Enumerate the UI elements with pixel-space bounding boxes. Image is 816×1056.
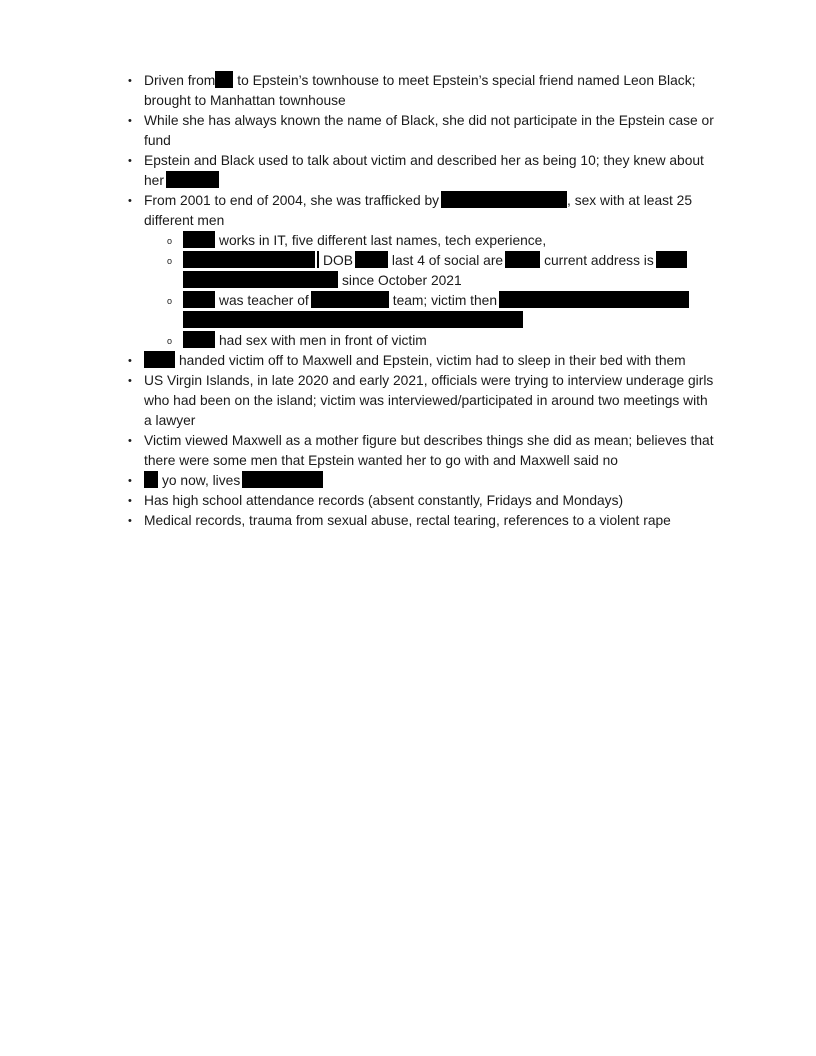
item-text: yo now, lives — [162, 473, 241, 488]
item-text: Epstein and Black used to talk about victim and described her as being 10; they knew about — [144, 153, 704, 168]
item-text: different men — [144, 213, 225, 228]
redaction-box — [183, 291, 215, 308]
item-text: Has high school attendance records (absent constantly, Fridays and Mondays) — [144, 493, 624, 508]
item-text: her — [144, 173, 164, 188]
redaction-box — [144, 471, 158, 488]
bullet-disc: • — [128, 355, 132, 367]
redaction-box — [656, 251, 687, 268]
bullet-disc: • — [128, 475, 132, 487]
list-item — [128, 151, 718, 171]
item-text: While she has always known the name of Black, she did not participate in the Epstein case or — [144, 113, 714, 128]
redaction-box — [166, 171, 219, 188]
bullet-circle: o — [167, 296, 173, 306]
list-item-continuation — [128, 451, 718, 471]
item-text: who had been on the island; victim was interviewed/participated in around two meetings with — [144, 393, 708, 408]
item-text: since October 2021 — [342, 273, 462, 288]
item-text: DOB — [323, 253, 353, 268]
item-text: US Virgin Islands, in late 2020 and early 2021, officials were trying to interview underage girls — [144, 373, 714, 388]
item-text: brought to Manhattan townhouse — [144, 93, 346, 108]
item-text: last 4 of social are — [391, 253, 504, 268]
item-text: a lawyer — [144, 413, 196, 428]
item-text: Victim viewed Maxwell as a mother figure but describes things she did as mean; believes that — [144, 433, 714, 448]
redaction-box — [499, 291, 689, 308]
list-item — [128, 491, 718, 511]
list-item — [128, 511, 718, 531]
list-item — [128, 431, 718, 451]
list-item-continuation — [128, 171, 718, 191]
bullet-disc: • — [128, 495, 132, 507]
item-text: Medical records, trauma from sexual abuse, rectal tearing, references to a violent rape — [144, 513, 671, 528]
bullet-disc: • — [128, 155, 132, 167]
bullet-circle: o — [167, 336, 173, 346]
redaction-box — [355, 251, 388, 268]
item-text: there were some men that Epstein wanted her to go with and Maxwell said no — [144, 453, 618, 468]
item-text: to Epstein’s townhouse to meet Epstein’s special friend named Leon Black; — [237, 73, 696, 88]
item-text: handed victim off to Maxwell and Epstein, victim had to sleep in their bed with them — [179, 353, 686, 368]
list-item — [128, 351, 718, 371]
list-item — [128, 111, 718, 131]
bullet-disc: • — [128, 195, 132, 207]
list-item-continuation — [128, 411, 718, 431]
redaction-box — [242, 471, 323, 488]
bullet-disc: • — [128, 115, 132, 127]
bullet-disc: • — [128, 435, 132, 447]
sub-list-item-continuation — [128, 311, 718, 331]
list-item — [128, 371, 718, 391]
item-text: had sex with men in front of victim — [219, 333, 427, 348]
sub-list-item-continuation — [128, 271, 718, 291]
redaction-box — [183, 251, 315, 268]
item-text: fund — [144, 133, 171, 148]
item-text: current address is — [544, 253, 654, 268]
redaction-box — [441, 191, 567, 208]
list-item-continuation — [128, 91, 718, 111]
list-item — [128, 191, 718, 211]
item-text: Driven from — [144, 73, 216, 88]
redaction-box — [183, 231, 215, 248]
redaction-box — [183, 271, 338, 288]
bullet-circle: o — [167, 236, 173, 246]
sub-list-item — [128, 231, 718, 251]
redaction-box — [215, 71, 233, 88]
sub-list-item — [128, 331, 718, 351]
item-text: was teacher of — [219, 293, 309, 308]
redaction-box — [311, 291, 389, 308]
item-text: , sex with at least 25 — [567, 193, 693, 208]
redaction-box — [183, 311, 523, 328]
bullet-disc: • — [128, 515, 132, 527]
bullet-disc: • — [128, 375, 132, 387]
item-text: team; victim then — [392, 293, 498, 308]
redaction-box — [183, 331, 215, 348]
bullet-list — [128, 71, 718, 531]
list-item — [128, 71, 718, 91]
list-item — [128, 471, 718, 491]
redaction-box — [144, 351, 175, 368]
item-text: works in IT, five different last names, tech experience, — [219, 233, 547, 248]
redaction-box — [317, 251, 319, 268]
list-item-continuation — [128, 211, 718, 231]
sub-list-item — [128, 291, 718, 311]
bullet-disc: • — [128, 75, 132, 87]
list-item-continuation — [128, 391, 718, 411]
item-text: From 2001 to end of 2004, she was trafficked by — [144, 193, 440, 208]
sub-list-item — [128, 251, 718, 271]
bullet-circle: o — [167, 256, 173, 266]
redaction-box — [505, 251, 540, 268]
list-item-continuation — [128, 131, 718, 151]
